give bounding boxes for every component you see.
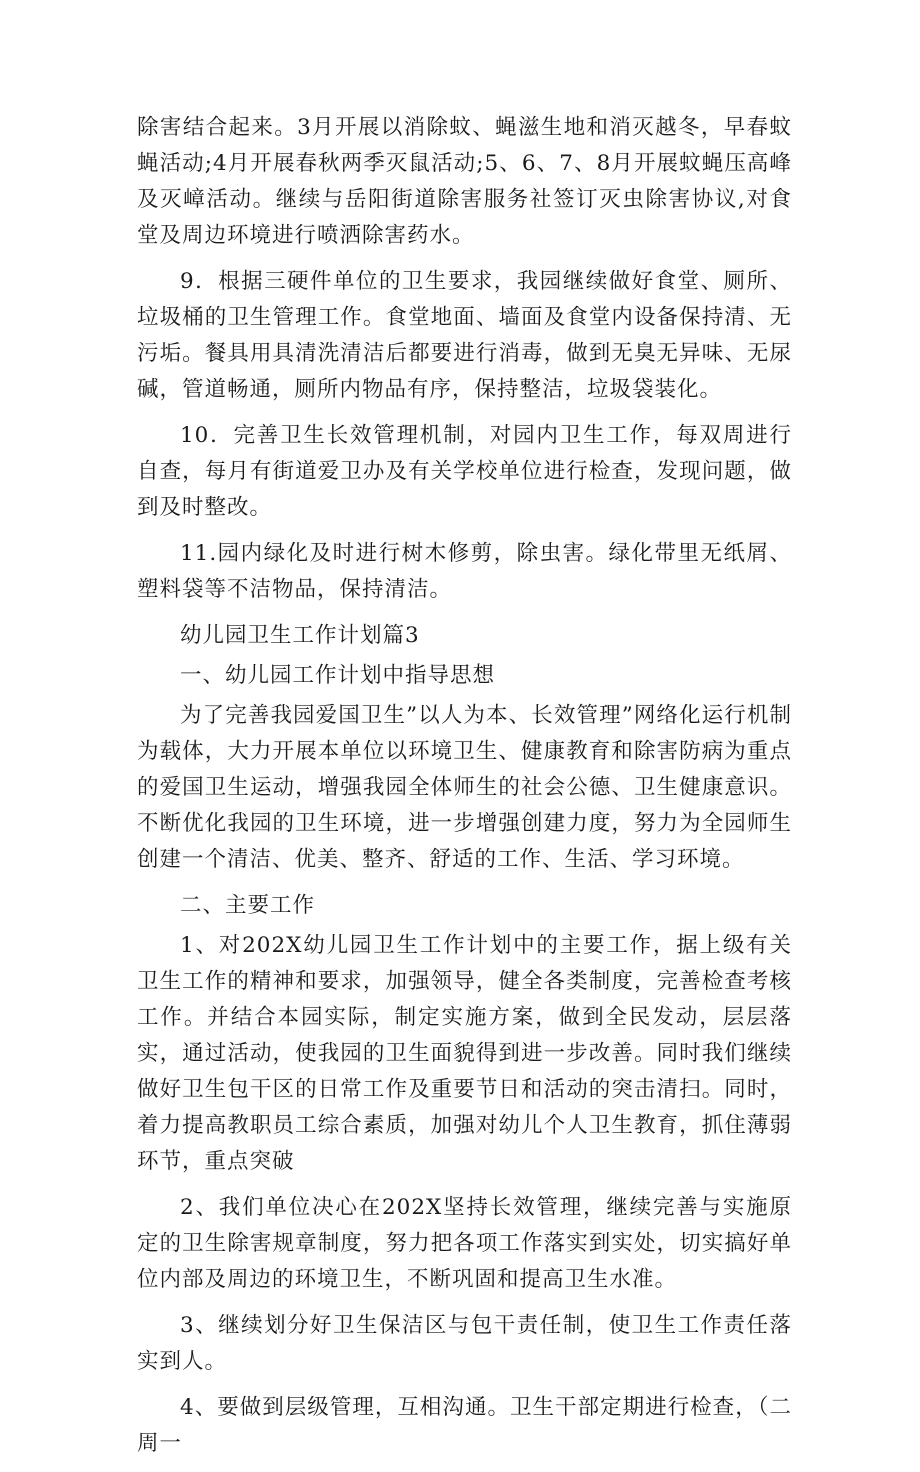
section-title: 幼儿园卫生工作计划篇3: [180, 623, 420, 648]
paragraph-item-10: 10．完善卫生长效管理机制，对园内卫生工作，每双周进行自查，每月有街道爱卫办及有关学校单位进行检查，发现问题，做到及时整改。: [137, 423, 792, 520]
heading-main-work: 二、主要工作: [180, 893, 316, 918]
paragraph-guiding-thought: 为了完善我园爱国卫生”以人为本、长效管理”网络化运行机制为载体，大力开展本单位以环境卫生、健康教育和除害防病为重点的爱国卫生运动，增强我园全体师生的社会公德、卫生健康意识。不断优化我园的卫生环境，进一步增强创建力度，努力为全园师生创建一个清洁、优美、整齐、舒适的工作、生活、学习环境。: [137, 703, 792, 872]
paragraph-work-3: 3、继续划分好卫生保洁区与包干责任制，使卫生工作责任落实到人。: [137, 1313, 792, 1374]
paragraph-pest-control-schedule: 除害结合起来。3月开展以消除蚊、蝇滋生地和消灭越冬，早春蚊蝇活动;4月开展春秋两季灭鼠活动;5、6、7、8月开展蚊蝇压高峰及灭嶂活动。继续与岳阳街道除害服务社签订灭虫除害协议,对食堂及周边环境进行喷洒除害药水。: [137, 115, 792, 248]
document-body: [137, 110, 792, 1472]
paragraph-work-2: 2、我们单位决心在202X坚持长效管理，继续完善与实施原定的卫生除害规章制度，努力把各项工作落实到实处，切实搞好单位内部及周边的环境卫生，不断巩固和提高卫生水准。: [137, 1195, 792, 1292]
paragraph-item-9: 9．根据三硬件单位的卫生要求，我园继续做好食堂、厕所、垃圾桶的卫生管理工作。食堂地面、墙面及食堂内设备保持清、无污垢。餐具用具清洗清洁后都要进行消毒，做到无臭无异味、无尿碱，管道畅通，厕所内物品有序，保持整洁，垃圾袋装化。: [137, 269, 792, 402]
paragraph-item-11: 11.园内绿化及时进行树木修剪，除虫害。绿化带里无纸屑、塑料袋等不洁物品，保持清洁。: [137, 541, 792, 602]
paragraph-work-4: 4、要做到层级管理，互相沟通。卫生干部定期进行检查，（二周一: [137, 1395, 792, 1456]
paragraph-work-1: 1、对202X幼儿园卫生工作计划中的主要工作，据上级有关卫生工作的精神和要求，加强领导，健全各类制度，完善检查考核工作。并结合本园实际，制定实施方案，做到全民发动，层层落实，通过活动，使我园的卫生面貌得到进一步改善。同时我们继续做好卫生包干区的日常工作及重要节日和活动的突击清扫。同时，着力提高教职员工综合素质，加强对幼儿个人卫生教育，抓住薄弱环节，重点突破: [137, 933, 792, 1174]
heading-guiding-thought: 一、幼儿园工作计划中指导思想: [180, 663, 496, 688]
